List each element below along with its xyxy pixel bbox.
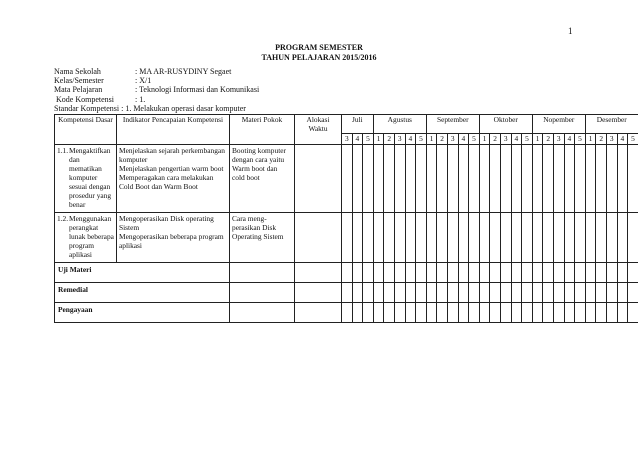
week-cell (447, 263, 458, 283)
week-cell (522, 213, 533, 263)
info-label: Mata Pelajaran (54, 85, 103, 95)
indikator-item: Menjelaskan sejarah perkembangan komputer (119, 146, 225, 164)
week-cell (490, 303, 501, 323)
week-cell (553, 303, 564, 323)
week-cell (490, 145, 501, 213)
week-number: 1 (373, 134, 384, 145)
week-cell (342, 145, 353, 213)
week-cell (352, 213, 363, 263)
summary-label: Remedial (58, 285, 88, 294)
week-cell (426, 145, 437, 213)
week-cell (543, 145, 554, 213)
week-cell (394, 213, 405, 263)
info-value: : X/1 (135, 76, 152, 86)
week-cell (553, 213, 564, 263)
summary-cell (295, 263, 342, 283)
week-number: 4 (458, 134, 469, 145)
week-number: 4 (617, 134, 628, 145)
week-cell (479, 213, 490, 263)
week-number: 2 (490, 134, 501, 145)
week-cell (469, 213, 480, 263)
week-cell (416, 213, 427, 263)
week-cell (479, 263, 490, 283)
week-cell (617, 283, 628, 303)
week-cell (437, 145, 448, 213)
week-cell (606, 283, 617, 303)
week-number: 1 (479, 134, 490, 145)
week-cell (575, 283, 586, 303)
week-cell (373, 303, 384, 323)
week-cell (585, 263, 596, 283)
info-value: : 1. (135, 94, 146, 104)
week-cell (352, 145, 363, 213)
week-number: 3 (500, 134, 511, 145)
info-row-code (54, 95, 259, 104)
standar-kompetensi: Standar Kompetensi : 1. Melakukan operasi dasar komputer (54, 104, 246, 113)
week-cell (511, 263, 522, 283)
week-cell (511, 283, 522, 303)
week-cell (606, 145, 617, 213)
week-cell (342, 283, 353, 303)
week-cell (469, 145, 480, 213)
week-cell (490, 213, 501, 263)
week-cell (522, 303, 533, 323)
week-number: 3 (553, 134, 564, 145)
info-row-class (54, 76, 259, 85)
week-number: 5 (522, 134, 533, 145)
info-label: Kelas/Semester (54, 76, 104, 86)
week-number: 5 (575, 134, 586, 145)
week-cell (394, 303, 405, 323)
week-cell (575, 145, 586, 213)
header-indikator: Indikator Pencapaian Kompetensi (117, 115, 230, 145)
week-cell (373, 283, 384, 303)
week-number: 2 (384, 134, 395, 145)
kd-text: Mengaktifkan dan mematikan komputer sesuai dengan prosedur yang benar (69, 146, 112, 209)
month-header: Nopember (532, 115, 585, 134)
week-cell (543, 303, 554, 323)
week-cell (373, 263, 384, 283)
week-cell (522, 263, 533, 283)
month-header: Juli (342, 115, 374, 134)
week-cell (596, 283, 607, 303)
document-title: PROGRAM SEMESTER (275, 43, 363, 52)
week-cell (628, 303, 638, 323)
week-cell (437, 283, 448, 303)
week-cell (628, 145, 638, 213)
table-row (55, 145, 638, 213)
week-number: 5 (628, 134, 638, 145)
summary-cell (230, 303, 295, 323)
week-cell (363, 303, 374, 323)
week-cell (543, 283, 554, 303)
week-cell (532, 283, 543, 303)
week-number: 4 (352, 134, 363, 145)
week-cell (543, 213, 554, 263)
week-cell (500, 303, 511, 323)
week-cell (469, 303, 480, 323)
week-cell (585, 145, 596, 213)
week-cell (490, 283, 501, 303)
week-cell (564, 213, 575, 263)
week-cell (553, 145, 564, 213)
week-number: 3 (606, 134, 617, 145)
week-cell (342, 303, 353, 323)
week-cell (585, 283, 596, 303)
week-cell (511, 213, 522, 263)
week-cell (342, 263, 353, 283)
week-cell (617, 263, 628, 283)
week-number: 2 (437, 134, 448, 145)
info-label: Nama Sekolah (54, 67, 101, 76)
header-materi-pokok: Materi Pokok (230, 115, 295, 145)
week-cell (458, 263, 469, 283)
week-cell (532, 145, 543, 213)
week-cell (575, 263, 586, 283)
week-cell (500, 263, 511, 283)
week-cell (606, 263, 617, 283)
summary-cell (230, 283, 295, 303)
week-cell (373, 145, 384, 213)
week-cell (384, 213, 395, 263)
week-cell (511, 145, 522, 213)
week-cell (628, 283, 638, 303)
week-cell (394, 145, 405, 213)
week-cell (437, 263, 448, 283)
week-cell (479, 145, 490, 213)
week-cell (426, 263, 437, 283)
week-cell (384, 303, 395, 323)
week-cell (384, 145, 395, 213)
week-cell (575, 303, 586, 323)
week-number: 1 (585, 134, 596, 145)
week-cell (426, 213, 437, 263)
month-header: Desember (585, 115, 638, 134)
week-number: 4 (405, 134, 416, 145)
week-cell (564, 263, 575, 283)
summary-label: Pengayaan (58, 305, 93, 314)
week-number: 1 (426, 134, 437, 145)
week-number: 5 (416, 134, 427, 145)
week-cell (628, 263, 638, 283)
summary-cell (295, 303, 342, 323)
week-cell (575, 213, 586, 263)
materi-text: Cara meng-perasikan Disk Operating Sistem (232, 214, 284, 241)
week-cell (352, 303, 363, 323)
week-number: 5 (363, 134, 374, 145)
week-cell (437, 213, 448, 263)
week-cell (564, 145, 575, 213)
week-cell (522, 283, 533, 303)
week-cell (384, 283, 395, 303)
week-cell (500, 213, 511, 263)
materi-pokok-cell (230, 213, 295, 263)
week-cell (426, 303, 437, 323)
week-cell (532, 263, 543, 283)
week-number: 3 (394, 134, 405, 145)
week-cell (352, 263, 363, 283)
week-cell (384, 263, 395, 283)
week-cell (511, 303, 522, 323)
materi-text: Booting komputer dengan cara yaitu Warm boot dan cold boot (232, 146, 286, 182)
week-number: 1 (532, 134, 543, 145)
week-cell (479, 303, 490, 323)
week-cell (585, 303, 596, 323)
week-cell (596, 145, 607, 213)
kd-number: 1.1. (57, 146, 69, 155)
week-number: 3 (342, 134, 353, 145)
week-cell (617, 213, 628, 263)
week-cell (405, 283, 416, 303)
kompetensi-dasar-cell (55, 145, 117, 213)
kompetensi-dasar-cell (55, 213, 117, 263)
week-number: 5 (469, 134, 480, 145)
week-cell (543, 263, 554, 283)
week-number: 4 (511, 134, 522, 145)
week-cell (469, 283, 480, 303)
week-cell (617, 303, 628, 323)
week-number: 3 (447, 134, 458, 145)
week-cell (447, 145, 458, 213)
header-kompetensi-dasar: Kompetensi Dasar (55, 115, 117, 145)
week-cell (447, 303, 458, 323)
info-value: : Teknologi Informasi dan Komunikasi (135, 85, 260, 95)
summary-row (55, 303, 638, 323)
header-alokasi-waktu: Alokasi Waktu (295, 115, 342, 145)
week-cell (596, 213, 607, 263)
week-cell (469, 263, 480, 283)
week-cell (458, 283, 469, 303)
week-cell (490, 263, 501, 283)
kd-number: 1.2. (57, 214, 69, 223)
week-number: 4 (564, 134, 575, 145)
week-cell (500, 283, 511, 303)
info-value: : MA AR-RUSYDINY Segaet (135, 67, 232, 76)
week-cell (416, 145, 427, 213)
week-cell (628, 213, 638, 263)
summary-row (55, 283, 638, 303)
week-number: 2 (596, 134, 607, 145)
week-cell (532, 303, 543, 323)
week-cell (416, 263, 427, 283)
week-cell (479, 283, 490, 303)
week-number: 2 (543, 134, 554, 145)
week-cell (363, 283, 374, 303)
indikator-cell (117, 213, 230, 263)
week-cell (606, 213, 617, 263)
kd-text: Menggunakan perangkat lunak beberapa program aplikasi (69, 214, 114, 259)
week-cell (596, 263, 607, 283)
indikator-item: Memperagakan cara melakukan Cold Boot dan Warm Boot (119, 173, 214, 191)
week-cell (416, 303, 427, 323)
indikator-cell (117, 145, 230, 213)
alokasi-cell (295, 145, 342, 213)
week-cell (458, 213, 469, 263)
page-number: 1 (568, 26, 573, 36)
semester-program-table (54, 114, 638, 323)
table-row (55, 213, 638, 263)
week-cell (596, 303, 607, 323)
week-cell (564, 283, 575, 303)
week-cell (373, 213, 384, 263)
indikator-item: Mengoperasikan beberapa program aplikasi (119, 232, 224, 250)
materi-pokok-cell (230, 145, 295, 213)
week-cell (564, 303, 575, 323)
week-cell (617, 145, 628, 213)
week-cell (500, 145, 511, 213)
week-cell (405, 263, 416, 283)
week-cell (363, 145, 374, 213)
week-cell (405, 303, 416, 323)
week-cell (458, 303, 469, 323)
month-header: Oktober (479, 115, 532, 134)
indikator-item: Menjelaskan pengertian warm boot (119, 164, 224, 173)
summary-label: Uji Materi (58, 265, 92, 274)
week-cell (606, 303, 617, 323)
week-cell (522, 145, 533, 213)
info-block (54, 67, 259, 104)
week-cell (447, 213, 458, 263)
week-cell (532, 213, 543, 263)
week-cell (363, 213, 374, 263)
summary-cell (230, 263, 295, 283)
info-row-school (54, 67, 259, 76)
week-cell (394, 263, 405, 283)
week-cell (585, 213, 596, 263)
week-cell (405, 213, 416, 263)
week-cell (416, 283, 427, 303)
week-cell (342, 213, 353, 263)
alokasi-cell (295, 213, 342, 263)
week-cell (553, 263, 564, 283)
week-cell (405, 145, 416, 213)
document-subtitle: TAHUN PELAJARAN 2015/2016 (261, 53, 377, 62)
week-cell (437, 303, 448, 323)
week-cell (426, 283, 437, 303)
month-header: September (426, 115, 479, 134)
summary-cell (295, 283, 342, 303)
week-cell (458, 145, 469, 213)
month-header: Agustus (373, 115, 426, 134)
week-cell (447, 283, 458, 303)
info-label: Kode Kompetensi (54, 94, 114, 104)
info-row-subject (54, 85, 259, 94)
indikator-item: Mengoperasikan Disk operating Sistem (119, 214, 214, 232)
summary-row (55, 263, 638, 283)
week-cell (394, 283, 405, 303)
week-cell (352, 283, 363, 303)
week-cell (363, 263, 374, 283)
week-cell (553, 283, 564, 303)
